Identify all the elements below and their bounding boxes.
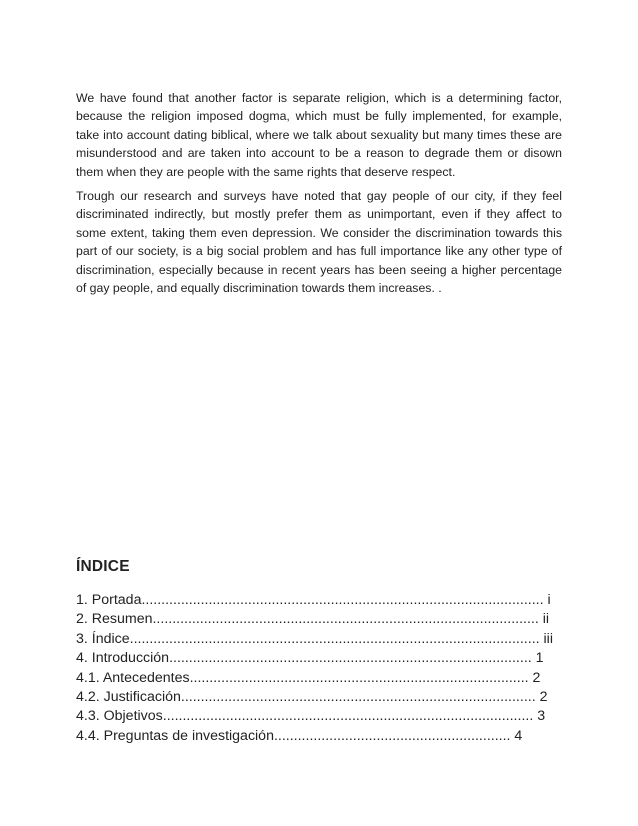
toc-entry-preguntas: 4.4. Preguntas de investigación............................................................ 4 bbox=[76, 727, 523, 744]
table-of-contents bbox=[76, 557, 556, 746]
paragraph-research: Trough our research and surveys have noted that gay people of our city, if they feel discriminated indirectly, but mostly prefer them as unimportant, even if they affect to some extent, taking them even depression. We consider the discrimination towards this part of our society, is a big social problem and has full importance like any other type of discrimination, especially because in recent years has been seeing a higher percentage of gay people, and equally discrimination towards them increases. . bbox=[76, 189, 562, 296]
toc-entry-antecedentes: 4.1. Antecedentes...................................................................................... 2 bbox=[76, 669, 541, 686]
paragraph-religion: We have found that another factor is separate religion, which is a determining factor, because the religion imposed dogma, which must be fully implemented, for example, take into account dating biblical, where we talk about sexuality but many times these are misunderstood and are taken into account to be a reason to degrade them or disown them when they are people with the same rights that deserve respect. bbox=[76, 91, 562, 179]
toc-entry-objetivos: 4.3. Objetivos.............................................................................................. 3 bbox=[76, 708, 546, 725]
toc-list bbox=[76, 591, 556, 746]
toc-entry-justificacion: 4.2. Justificación.......................................................................................... 2 bbox=[76, 689, 548, 706]
toc-entry-resumen: 2. Resumen.................................................................................................. ii bbox=[76, 611, 550, 628]
toc-entry-indice: 3. Índice........................................................................................................ iii bbox=[76, 630, 553, 647]
toc-entry-introduccion: 4. Introducción............................................................................................ 1 bbox=[76, 650, 544, 667]
toc-title: ÍNDICE bbox=[76, 558, 130, 575]
toc-entry-portada: 1. Portada...................................................................................................... i bbox=[76, 592, 551, 608]
